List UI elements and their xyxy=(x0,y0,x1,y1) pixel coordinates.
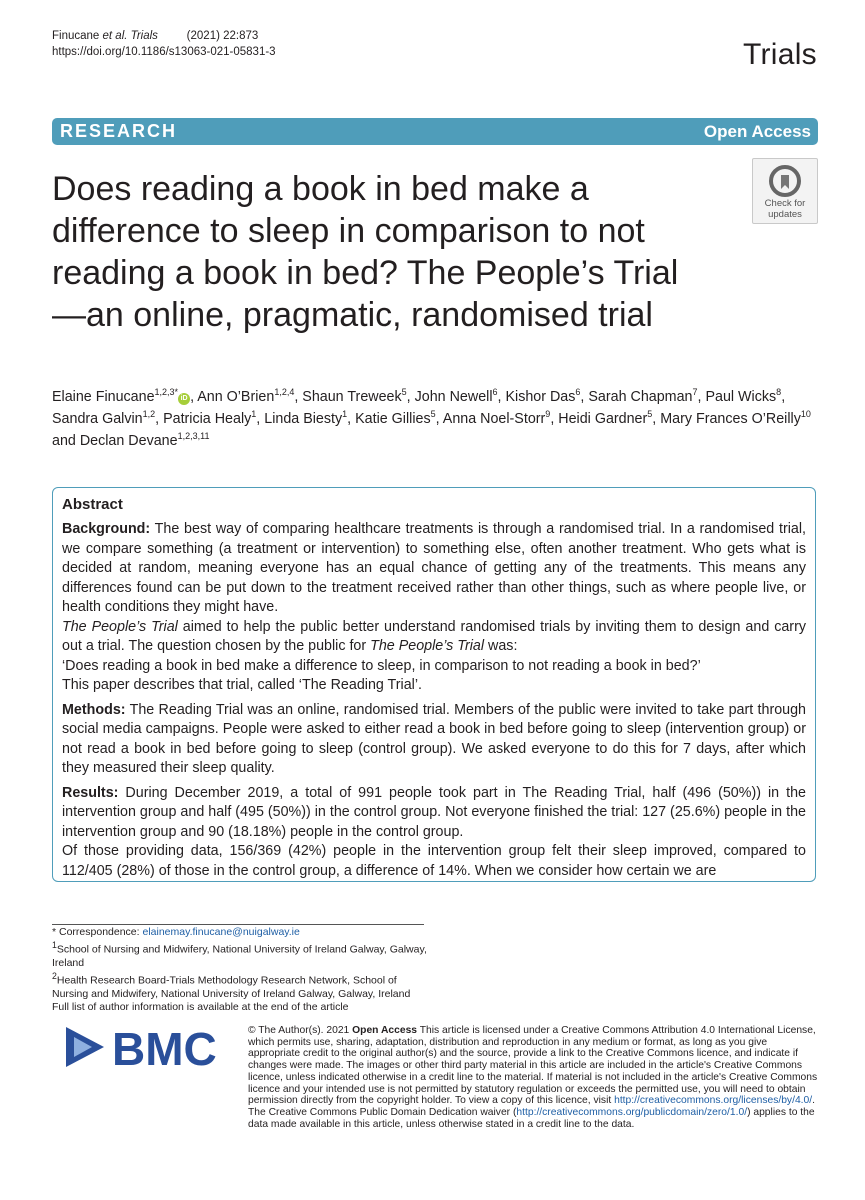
affiliation-2: $^2$Health Research Board-Trials Methodology Research Network, School of Nursing and Midwifery, National University of Ireland Galway, Galway, Ireland xyxy=(52,971,411,1000)
author-name[interactable]: Ann O’Brien xyxy=(197,389,275,405)
affiliation-1: $^1$School of Nursing and Midwifery, National University of Ireland Galway, Galway, Ireland xyxy=(52,940,427,969)
author-name[interactable]: Mary Frances O’Reilly xyxy=(660,411,801,427)
author-affiliation-sup: 1,2,4 xyxy=(274,387,295,398)
author-name[interactable]: Linda Biesty xyxy=(264,411,343,427)
abstract-results: Results: During December 2019, a total of 991 people took part in The Reading Trial, half (496 (50%)) in the intervention group and half (495 (50%)) in the control group. Not everyone finished the trial: 127 (25.6%) people in the intervention group and 90 (18.18%) people in the control group. Of those providing data, 156/369 (42%) people in the intervention group felt their sleep improved, compared to 112/405 (28%) of those in the control group, a difference of 14%. When we consider how certain we are xyxy=(62,784,806,879)
crossmark-label: Check for updates xyxy=(764,198,806,220)
abstract-background: Background: The best way of comparing healthcare treatments is through a randomised trial. In a randomised trial, we compare something (a treatment or intervention) to something else, often another treatment. Who gets what is decided at random, meaning everyone has an equal chance of getting any of the treatments. This means any differences found can be put down to the treatment received rather than other things, such as where people live, or health conditions they might have. The People’s Trial aimed to help the public better understand randomised trials by inviting them to design and carry out a trial. The question chosen by the public for The People’s Trial was: ‘Does reading a book in bed make a difference to sleep, in comparison to not reading a book in bed?’ This paper describes that trial, called ‘The Reading Trial’. xyxy=(62,521,806,693)
check-for-updates-button[interactable] xyxy=(752,158,818,224)
correspondence-email-link[interactable]: elainemay.finucane@nuigalway.ie xyxy=(142,926,300,938)
author-name[interactable]: Katie Gillies xyxy=(355,411,431,427)
footnote-divider xyxy=(52,924,424,925)
author-affiliation-sup: 1,2,3* xyxy=(154,387,179,398)
author-name[interactable]: Anna Noel-Storr xyxy=(442,411,546,427)
author-affiliation-sup: 5 xyxy=(401,387,407,398)
abstract-heading: Abstract xyxy=(62,496,123,513)
author-name[interactable]: Paul Wicks xyxy=(705,389,777,405)
citation-etal: et al. Trials xyxy=(102,30,158,42)
full-list-note: Full list of author information is available at the end of the article xyxy=(52,1001,349,1014)
author-affiliation-sup: 6 xyxy=(575,387,581,398)
doi-link[interactable]: https://doi.org/10.1186/s13063-021-05831-3 xyxy=(52,46,276,58)
author-affiliation-sup: 9 xyxy=(545,409,551,420)
author-affiliation-sup: 1,2,3,11 xyxy=(177,431,210,442)
article-title: Does reading a book in bed make a difference to sleep in comparison to not reading a book in bed? The People’s Trial—an online, pragmatic, randomised trial xyxy=(52,170,679,334)
cc-by-license-link[interactable]: http://creativecommons.org/licenses/by/4.0/ xyxy=(614,1095,813,1107)
author-affiliation-sup: 5 xyxy=(647,409,653,420)
footnotes: * Correspondence: elainemay.finucane@nuigalway.ie $^1$School of Nursing and Midwifery, National University of Ireland Galway, Galway, Ireland $^2$Health Research Board-Trials Methodology Research Network, School of Nursing and Midwifery, National University of Ireland Galway, Galway, Ireland Full list of author information is available at the end of the article xyxy=(52,926,432,1014)
author-name[interactable]: Heidi Gardner xyxy=(558,411,648,427)
cc-zero-link[interactable]: http://creativecommons.org/publicdomain/zero/1.0/ xyxy=(516,1106,748,1118)
article-type-label: RESEARCH xyxy=(60,121,178,141)
research-question: ‘Does reading a book in bed make a difference to sleep, in comparison to not reading a book in bed?’ xyxy=(62,657,701,674)
author-name[interactable]: Sandra Galvin xyxy=(52,411,143,427)
author-affiliation-sup: 1,2 xyxy=(142,409,156,420)
citation-block xyxy=(52,28,276,60)
author-name[interactable]: Patricia Healy xyxy=(163,411,252,427)
author-affiliation-sup: 1 xyxy=(251,409,257,420)
author-name[interactable]: Sarah Chapman xyxy=(588,389,693,405)
author-name[interactable]: Declan Devane xyxy=(79,433,178,449)
citation-author: Finucane xyxy=(52,30,100,42)
abstract-box xyxy=(52,487,816,882)
open-access-label: Open Access xyxy=(703,122,811,141)
svg-text:BMC: BMC xyxy=(112,1023,217,1071)
crossmark-icon xyxy=(769,165,801,197)
author-name[interactable]: Kishor Das xyxy=(505,389,576,405)
author-name[interactable]: John Newell xyxy=(414,389,493,405)
author-affiliation-sup: 7 xyxy=(692,387,698,398)
author-name[interactable]: Shaun Treweek xyxy=(302,389,402,405)
article-type-banner xyxy=(52,118,818,145)
author-affiliation-sup: 6 xyxy=(492,387,498,398)
author-list: Elaine Finucane$^{1,2,3*}$iD , Ann O’Brien$^{1,2,4}$, Shaun Treweek$^5$, John Newell$^6$, Kishor Das$^6$, Sarah Chapman$^7$, Paul Wicks$^8$, Sandra Galvin$^{1,2}$, Patricia Healy$^1$, Linda Biesty$^1$, Katie Gillies$^5$, Anna Noel-Storr$^9$, Heidi Gardner$^5$, Mary Frances O’Reilly$^{10}$ and Declan Devane$^{1,2,3,11}$ xyxy=(52,387,811,449)
abstract-methods: Methods: The Reading Trial was an online, randomised trial. Members of the public were invited to take part through social media campaigns. People were asked to either read a book in bed before going to sleep (intervention group) or not read a book in bed before going to sleep (control group). We asked everyone to do this for 7 days, after which they measured their sleep quality. xyxy=(62,701,807,776)
author-affiliation-sup: 1 xyxy=(342,409,348,420)
citation-year: (2021) 22:873 xyxy=(186,30,259,42)
author-affiliation-sup: 10 xyxy=(800,409,811,420)
bmc-logo xyxy=(64,1023,234,1071)
author-affiliation-sup: 8 xyxy=(776,387,782,398)
citation-line xyxy=(52,28,276,44)
license-statement: © The Author(s). 2021 Open Access This article is licensed under a Creative Commons Attribution 4.0 International License, which permits use, sharing, adaptation, distribution and reproduction in any medium or format, as long as you give appropriate credit to the original author(s) and the source, provide a link to the Creative Commons licence, and indicate if changes were made. The images or other third party material in this article are included in the article's Creative Commons licence, unless indicated otherwise in a credit line to the material. If material is not included in the article's Creative Commons licence and your intended use is not permitted by statutory regulation or exceeds the permitted use, you will need to obtain permission directly from the copyright holder. To view a copy of this licence, visit http://creativecommons.org/licenses/by/4.0/. The Creative Commons Public Domain Dedication waiver (http://creativecommons.org/publicdomain/zero/1.0/) applies to the data made available in this article, unless otherwise stated in a credit line to the data. xyxy=(248,1025,818,1130)
orcid-icon[interactable]: iD xyxy=(178,393,190,405)
author-name[interactable]: Elaine Finucane xyxy=(52,389,155,405)
journal-name: Trials xyxy=(742,38,817,71)
author-affiliation-sup: 5 xyxy=(430,409,436,420)
